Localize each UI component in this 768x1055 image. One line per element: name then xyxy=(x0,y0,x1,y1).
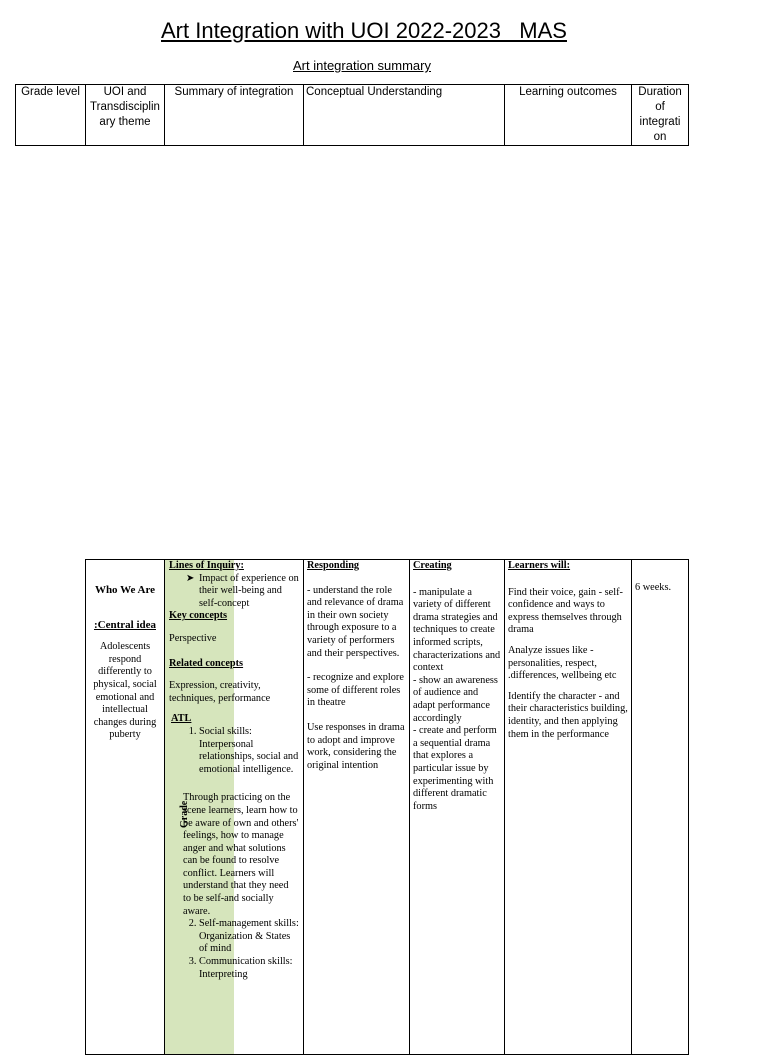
related-concepts-text: Expression, creativity, techniques, performance xyxy=(169,680,271,704)
learners-heading: Learners will: xyxy=(508,560,571,571)
responding-p1: - understand the role and relevance of drama in their own society through exposure to a variety of performers and their perspectives. xyxy=(307,584,404,659)
responding-p2: - recognize and explore some of different roles in theatre xyxy=(307,672,404,709)
header-uoi-theme: UOI and Transdisciplin ary theme xyxy=(86,85,165,146)
key-concepts-heading: Key concepts xyxy=(169,610,228,622)
header-conceptual-understanding: Conceptual Understanding xyxy=(304,85,505,146)
list-item: 2. Self-management skills: Organization & States of mind xyxy=(199,918,299,956)
header-duration: Duration of integrati on xyxy=(632,85,689,146)
list-item: 1. Social skills: Interpersonal relationships, social and emotional intelligence. xyxy=(199,726,299,776)
header-table xyxy=(15,84,689,146)
arrow-bullet-icon: ➤ xyxy=(186,572,195,584)
list-item: ➤ Impact of experience on their well-being and self-concept xyxy=(186,572,299,609)
document-subtitle: Art integration summary xyxy=(293,58,431,73)
atl-list-continued xyxy=(169,918,299,981)
duration-text: 6 weeks. xyxy=(635,582,672,593)
responding-cell xyxy=(304,560,410,1055)
list-item: 3. Communication skills: Interpreting xyxy=(199,956,299,981)
key-concepts-text: Perspective xyxy=(169,632,217,644)
creating-heading: Creating xyxy=(413,560,452,571)
responding-p3: Use responses in drama to adopt and improve work, considering the original intention xyxy=(307,721,405,771)
header-row xyxy=(16,85,689,146)
learners-p3: Identify the character - and their characteristics building, identity, and then applying them in the performance xyxy=(508,690,628,740)
atl-list xyxy=(169,726,299,776)
table-row xyxy=(86,560,689,1055)
header-summary: Summary of integration xyxy=(165,85,304,146)
creating-cell xyxy=(410,560,505,1055)
central-idea-label: :Central idea xyxy=(93,618,156,631)
header-grade-level: Grade level xyxy=(16,85,86,146)
responding-heading: Responding xyxy=(307,560,360,571)
document-title: Art Integration with UOI 2022-2023 MAS xyxy=(161,18,567,43)
learners-cell xyxy=(505,560,632,1055)
uoi-theme: Who We Are xyxy=(94,584,156,596)
grade-vertical-label: Grade xyxy=(179,800,190,828)
central-idea: Adolescents respond differently to physical, social emotional and intellectual changes during puberty xyxy=(93,641,157,741)
lines-of-inquiry-heading: Lines of Inquiry: xyxy=(169,560,244,571)
integration-table xyxy=(85,559,689,1055)
header-learning-outcomes: Learning outcomes xyxy=(505,85,632,146)
related-concepts-heading: Related concepts xyxy=(169,657,244,669)
learners-p1: Find their voice, gain - self-confidence and ways to express themselves through drama xyxy=(508,586,623,636)
lines-of-inquiry-list xyxy=(169,573,299,611)
duration-cell xyxy=(632,560,689,1055)
atl-paragraph: Through practicing on the scene learners, learn how to be aware of own and others' feelings, how to manage anger and what solutions can be found to resolve conflict. Learners will understand that they need to be self-and socially aware. xyxy=(183,792,299,917)
summary-cell xyxy=(165,560,304,1055)
creating-text: - manipulate a variety of different drama strategies and techniques to create informed scripts, characterizations and context - show an awareness of audience and adapt performance accordingly - create and perform a sequential drama that explores a particular issue by experimenting with different dramatic forms xyxy=(413,586,501,812)
atl-heading: ATL xyxy=(171,713,192,725)
uoi-cell xyxy=(86,560,165,1055)
learners-p2: Analyze issues like - personalities, respect, .differences, wellbeing etc xyxy=(508,644,617,682)
